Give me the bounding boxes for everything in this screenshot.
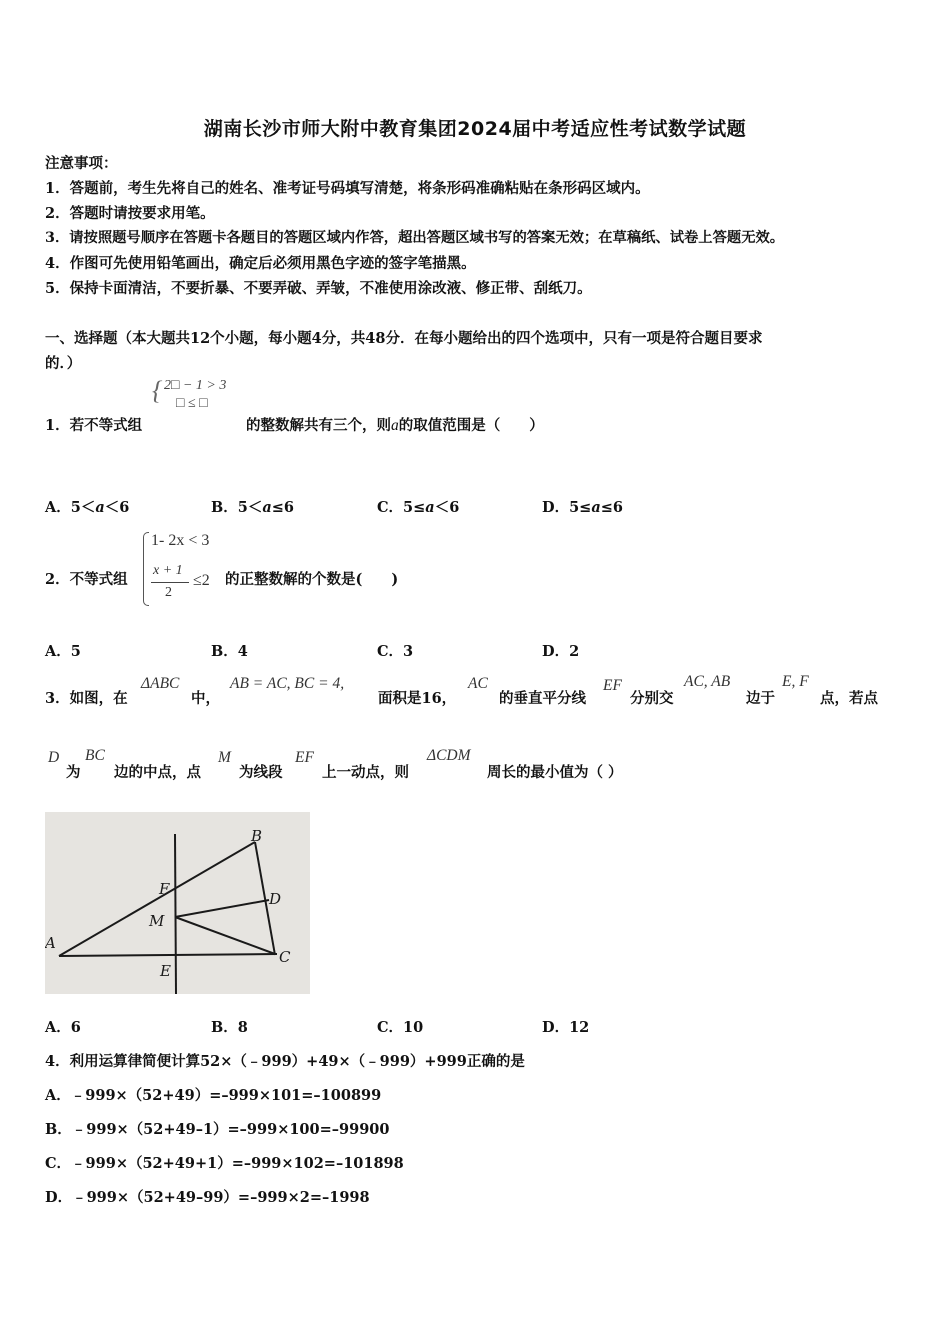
brace-icon: { — [152, 376, 163, 405]
segment-ac — [59, 954, 277, 956]
q2-option-a[interactable] — [45, 640, 81, 661]
q1-suffix — [246, 414, 544, 435]
option-label: A． — [45, 1087, 71, 1104]
q3-text: 点，若点 — [820, 690, 878, 707]
notice-item: 3．请按照题号顺序在答题卡各题目的答题区域内作答，超出答题区域书写的答案无效；在草稿纸、试卷上答题无效。 — [45, 230, 785, 246]
q3-math: EF — [603, 677, 622, 694]
option-post: ＜6 — [434, 499, 460, 516]
notice-item: 4．作图可先使用铅笔画出，确定后必须用黑色字迹的签字笔描黑。 — [45, 255, 476, 272]
option-value: ﹣999×（52+49–1）=–999×100=–99900 — [71, 1121, 390, 1138]
q1-ineq-bottom: □ ≤ □ — [176, 396, 208, 411]
option-post: ≤6 — [600, 499, 623, 516]
q3-math: D — [48, 749, 60, 766]
label-d: D — [269, 890, 282, 908]
label-e: E — [160, 962, 171, 980]
page-title: 湖南长沙市师大附中教育集团2024届中考适应性考试数学试题 — [203, 118, 747, 140]
option-value: 10 — [403, 1019, 424, 1036]
q1-var: a — [391, 417, 399, 434]
option-label: B． — [211, 499, 238, 516]
q3-text: 分别交 — [630, 690, 674, 707]
q3-math: ΔABC — [141, 675, 180, 692]
q3-text: 面积是16， — [378, 690, 457, 707]
option-value: 12 — [569, 1019, 590, 1036]
q1-ineq-top: 2□ − 1 > 3 — [164, 378, 227, 393]
q3-text: 边于 — [746, 690, 775, 707]
notice-item: 2．答题时请按要求用笔。 — [45, 205, 215, 222]
option-var: a — [262, 499, 272, 516]
q3-text: 上一动点，则 — [322, 764, 409, 781]
option-pre: 5＜ — [70, 499, 96, 516]
q2-option-b[interactable] — [211, 640, 248, 661]
triangle-diagram — [45, 812, 310, 994]
option-label: D． — [542, 499, 570, 516]
q4-option-a[interactable] — [45, 1084, 381, 1105]
option-label: D． — [542, 643, 570, 660]
section-heading: 一、选择题（本大题共12个小题，每小题4分，共48分．在每小题给出的四个选项中，只有一项是符合题目要求 — [45, 330, 763, 347]
option-post: ＜6 — [104, 499, 130, 516]
option-value: 8 — [237, 1019, 248, 1036]
option-label: B． — [211, 643, 238, 660]
q1-option-d[interactable] — [542, 496, 623, 517]
q2-frac-den: 2 — [165, 585, 172, 600]
label-a: A — [45, 934, 56, 952]
q4-stem: 4．利用运算律简便计算52×（﹣999）+49×（﹣999）+999正确的是 — [45, 1053, 525, 1070]
notice-heading: 注意事项： — [45, 155, 118, 172]
q3-text: 的垂直平分线 — [499, 690, 586, 707]
option-value: ﹣999×（52+49）=–999×101=–100899 — [70, 1087, 382, 1104]
option-label: C． — [377, 1019, 404, 1036]
option-value: ﹣999×（52+49+1）=–999×102=–101898 — [71, 1155, 404, 1172]
option-label: D． — [542, 1019, 570, 1036]
q3-option-b[interactable] — [211, 1016, 248, 1037]
q3-text: 为 — [66, 764, 81, 781]
q3-math: EF — [295, 749, 314, 766]
q2-rel: ≤2 — [193, 572, 210, 589]
q2-prefix: 2．不等式组 — [45, 571, 128, 588]
segment-ab — [59, 842, 255, 956]
label-c: C — [279, 948, 291, 966]
section-heading-cont: 的．） — [45, 355, 82, 372]
label-f: F — [159, 880, 170, 898]
q2-frac-num: x + 1 — [153, 563, 183, 578]
q2-option-d[interactable] — [542, 640, 579, 661]
q1-inequality-system — [152, 376, 242, 416]
label-b: B — [251, 827, 263, 845]
option-value: 3 — [403, 643, 414, 660]
q3-figure — [45, 812, 310, 994]
q2-option-c[interactable] — [377, 640, 413, 661]
label-m: M — [149, 912, 165, 930]
q3-text: 周长的最小值为（ ） — [487, 764, 623, 781]
q1-suffix-a: 的整数解共有三个，则 — [246, 417, 391, 434]
q3-text: 为线段 — [239, 764, 283, 781]
option-label: A． — [45, 643, 71, 660]
q3-math: E, F — [782, 673, 809, 690]
option-value: 2 — [569, 643, 580, 660]
segment-md — [175, 900, 269, 917]
fraction-bar — [151, 582, 189, 583]
q2-inequality-system — [143, 530, 223, 606]
q4-option-b[interactable] — [45, 1118, 389, 1139]
notice-item: 1．答题前，考生先将自己的姓名、准考证号码填写清楚，将条形码准确粘贴在条形码区域内。 — [45, 180, 650, 197]
q3-math: AC — [468, 675, 488, 692]
option-var: a — [95, 499, 105, 516]
q3-math: BC — [85, 747, 105, 764]
option-pre: 5＜ — [237, 499, 263, 516]
option-label: D． — [45, 1189, 73, 1206]
option-label: A． — [45, 1019, 71, 1036]
segment-mc — [175, 917, 275, 954]
segment-ef — [175, 834, 176, 994]
q1-option-c[interactable] — [377, 496, 459, 517]
q2-line1: 1- 2x < 3 — [151, 532, 210, 549]
option-value: 6 — [70, 1019, 81, 1036]
option-label: C． — [377, 499, 404, 516]
option-label: C． — [377, 643, 404, 660]
q3-option-c[interactable] — [377, 1016, 423, 1037]
q1-prefix: 1．若不等式组 — [45, 417, 143, 434]
q3-text: 中， — [191, 690, 220, 707]
q3-math: AC, AB — [684, 673, 731, 690]
option-post: ≤6 — [271, 499, 295, 516]
option-value: 4 — [237, 643, 248, 660]
q3-math: ΔCDM — [427, 747, 471, 764]
option-label: C． — [45, 1155, 72, 1172]
q3-math: M — [218, 749, 231, 766]
q4-option-d[interactable] — [45, 1186, 370, 1207]
option-label: B． — [45, 1121, 72, 1138]
option-label: A． — [45, 499, 71, 516]
q1-option-b[interactable] — [211, 496, 294, 517]
q4-option-c[interactable] — [45, 1152, 404, 1173]
q3-text: 边的中点，点 — [114, 764, 201, 781]
q2-suffix: 的正整数解的个数是( ) — [225, 571, 399, 588]
brace-icon — [143, 532, 149, 606]
option-pre: 5≤ — [403, 499, 426, 516]
option-var: a — [425, 499, 435, 516]
q1-suffix-b: 的取值范围是（ ） — [398, 417, 544, 434]
q3-math: AB = AC, BC = 4, — [230, 675, 345, 692]
q3-text: 3．如图，在 — [45, 690, 128, 707]
option-label: B． — [211, 1019, 238, 1036]
option-var: a — [591, 499, 601, 516]
notice-item: 5．保持卡面清洁，不要折暴、不要弄破、弄皱，不准使用涂改液、修正带、刮纸刀。 — [45, 280, 592, 297]
q3-option-d[interactable] — [542, 1016, 589, 1037]
q1-option-a[interactable] — [45, 496, 129, 517]
option-pre: 5≤ — [569, 499, 592, 516]
q3-option-a[interactable] — [45, 1016, 81, 1037]
option-value: 5 — [70, 643, 81, 660]
option-value: ﹣999×（52+49–99）=–999×2=–1998 — [72, 1189, 370, 1206]
